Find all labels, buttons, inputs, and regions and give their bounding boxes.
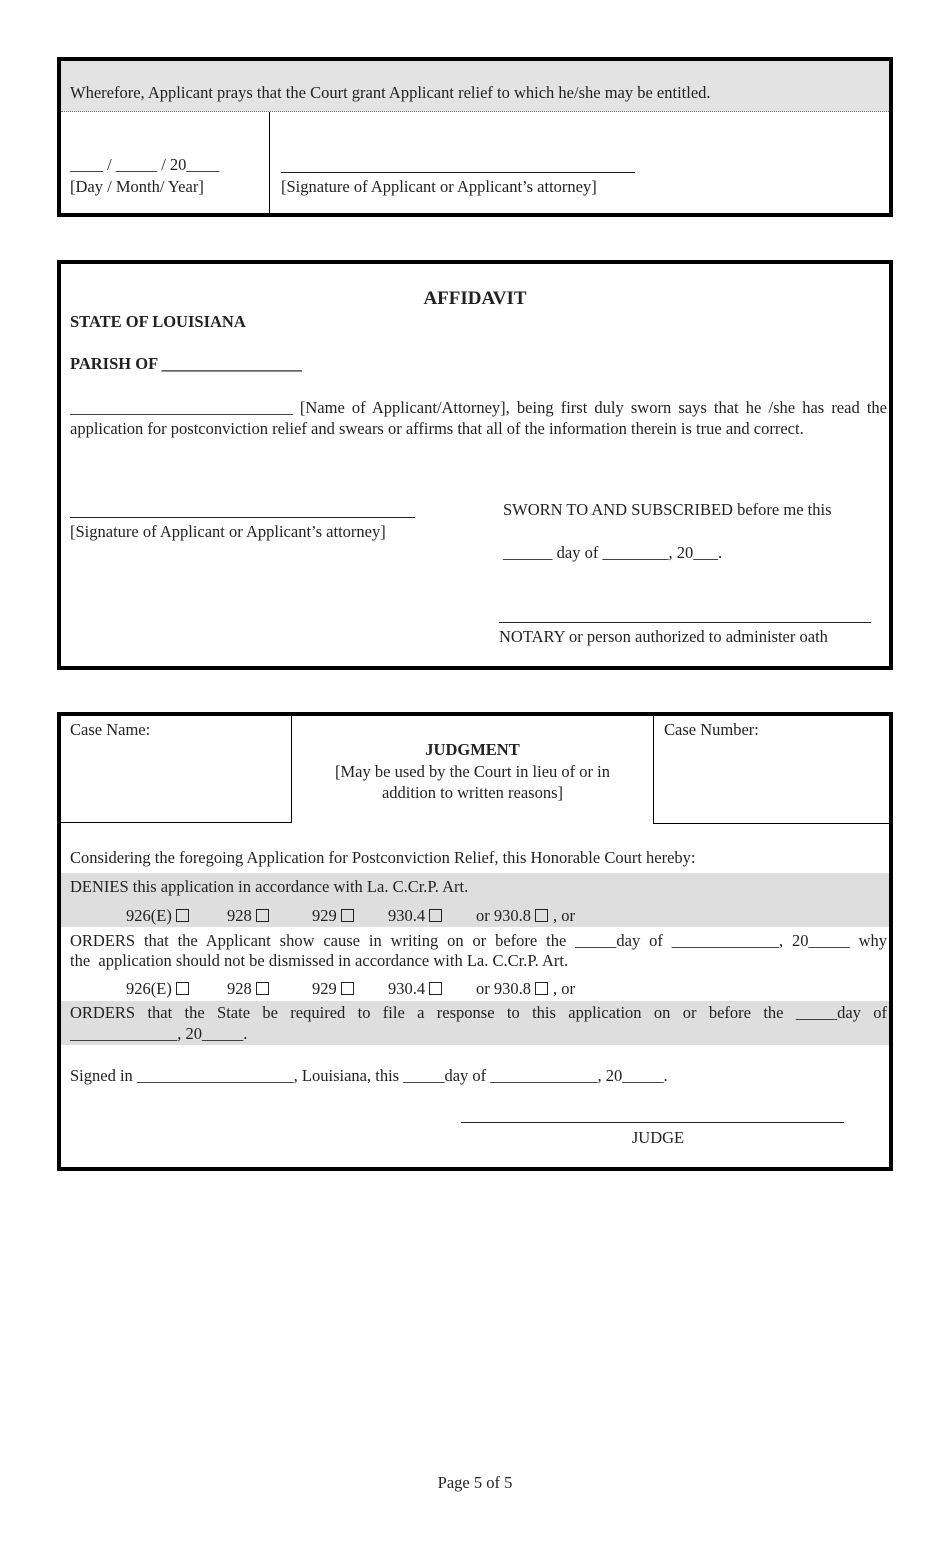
page-number: Page 5 of 5 [437,1473,513,1492]
date-line[interactable]: ____ / _____ / 20____ [70,155,220,174]
checkbox-icon[interactable] [429,982,442,995]
judgment-subtitle-2: addition to written reasons] [381,783,563,802]
denies-art-930-8[interactable]: or 930.8 , or [476,906,575,925]
orders-art-928[interactable]: 928 [227,979,269,999]
checkbox-icon[interactable] [535,909,548,922]
affidavit-box [57,260,893,670]
notary-caption: NOTARY or person authorized to administer oath [499,627,828,646]
orders-art-930-4[interactable]: 930.4 [388,979,442,999]
judgment-box [57,712,893,1171]
orders-state-line-1: ORDERS that the State be required to file a response to this application on or before the _____day of [70,1003,887,1022]
denies-art-928[interactable]: 928 [227,906,269,926]
judgment-subtitle-1: [May be used by the Court in lieu of or in [335,762,610,781]
judge-signature-line[interactable] [461,1122,844,1123]
oath-paragraph [70,397,887,439]
sworn-text: SWORN TO AND SUBSCRIBED before me this [503,500,832,519]
header-divider-right [653,716,654,824]
checkbox-icon[interactable] [535,982,548,995]
denies-text: DENIES this application in accordance with La. C.Cr.P. Art. [70,877,469,896]
orders-show-cause-line-2: the application should not be dismissed in accordance with La. C.Cr.P. Art. [70,951,569,970]
judge-caption: JUDGE [631,1128,685,1147]
checkbox-icon[interactable] [429,909,442,922]
affidavit-signature-caption: [Signature of Applicant or Applicant’s attorney] [70,522,386,541]
date-caption: [Day / Month/ Year] [70,177,204,196]
checkbox-icon[interactable] [176,982,189,995]
affidavit-title: AFFIDAVIT [423,288,527,309]
oath-text: [Name of Applicant/Attorney], being first duly sworn says that he /she has read the application for postconviction relief and swears or affirms that all of the information therein is true and correct. [70,398,887,438]
prayer-text: Wherefore, Applicant prays that the Court grant Applicant relief to which he/she may be entitled. [70,83,711,102]
prayer-box [57,57,893,217]
notary-signature-line[interactable] [499,622,871,623]
orders-art-930-8[interactable]: or 930.8 , or [476,979,575,998]
checkbox-icon[interactable] [256,909,269,922]
parish-line[interactable]: PARISH OF _________________ [70,354,302,373]
orders-art-929[interactable]: 929 [312,979,354,999]
checkbox-icon[interactable] [176,909,189,922]
judgment-title: JUDGMENT [425,740,520,759]
sworn-day-line[interactable]: ______ day of ________, 20___. [503,543,723,562]
case-name-bottom [61,822,292,823]
checkbox-icon[interactable] [341,909,354,922]
denies-art-930-4[interactable]: 930.4 [388,906,442,926]
considering-text: Considering the foregoing Application for Postconviction Relief, this Honorable Court hereby: [70,848,696,867]
orders-show-cause-line-1: ORDERS that the Applicant show cause in writing on or before the _____day of _____________, 20_____ why [70,931,887,950]
signed-in-line[interactable]: Signed in ___________________, Louisiana, this _____day of _____________, 20_____. [70,1066,668,1085]
signature-line[interactable] [281,172,635,173]
affidavit-signature-line[interactable] [70,517,415,518]
denies-art-929[interactable]: 929 [312,906,354,926]
orders-art-926e[interactable]: 926(E) [126,979,189,999]
signature-caption: [Signature of Applicant or Applicant’s attorney] [281,177,597,196]
case-number-bottom [653,823,889,824]
denies-art-926e[interactable]: 926(E) [126,906,189,926]
prayer-divider [269,112,270,213]
checkbox-icon[interactable] [341,982,354,995]
orders-state-line-2: _____________, 20_____. [70,1024,248,1043]
case-name-label: Case Name: [70,720,151,739]
case-number-label: Case Number: [664,720,759,739]
checkbox-icon[interactable] [256,982,269,995]
state-label: STATE OF LOUISIANA [70,312,246,331]
applicant-name-blank[interactable]: ___________________________ [70,398,293,417]
